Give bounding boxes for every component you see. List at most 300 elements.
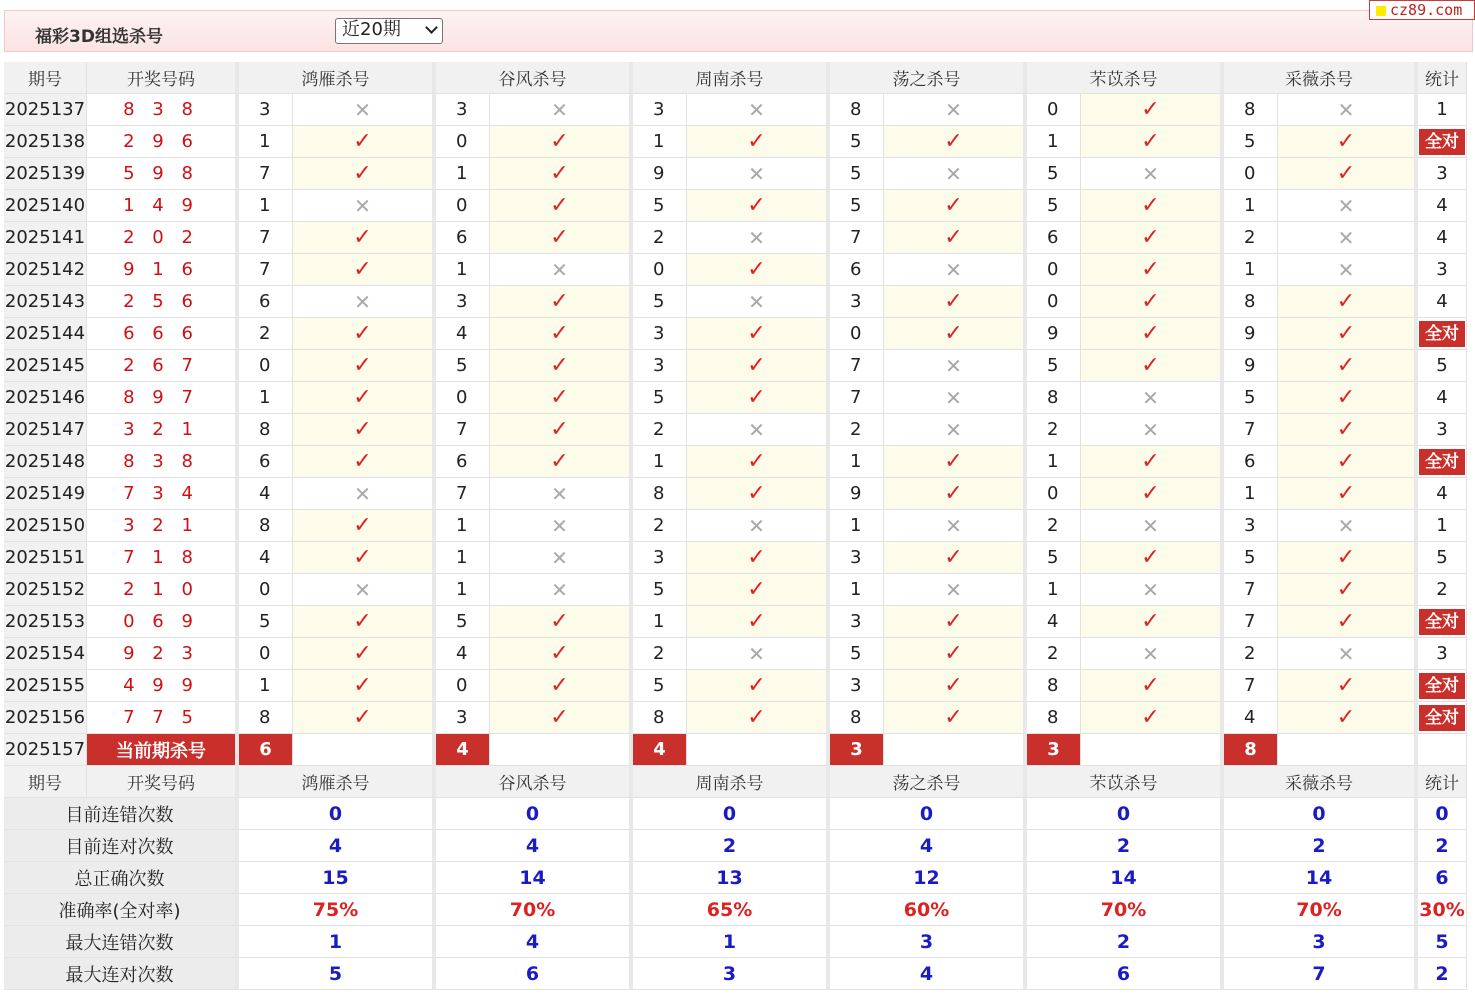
current-kill-number: 6	[239, 734, 293, 766]
all-correct-badge: 全对	[1419, 673, 1465, 699]
result-cell	[884, 286, 1027, 318]
check-icon: ✓	[944, 705, 963, 730]
result-cell	[293, 350, 436, 382]
result-cell	[1081, 126, 1224, 158]
kill-number-cell: 7	[436, 414, 490, 446]
check-icon: ✓	[1141, 609, 1160, 634]
kill-number-cell: 7	[1224, 414, 1278, 446]
summary-value: 4	[239, 830, 436, 862]
result-cell	[490, 254, 633, 286]
result-cell	[884, 638, 1027, 670]
kill-number-cell: 1	[633, 606, 687, 638]
result-cell	[293, 638, 436, 670]
col-header-predictor: 鸿雁杀号	[239, 62, 436, 94]
result-cell	[1081, 510, 1224, 542]
check-icon: ✓	[747, 545, 766, 570]
summary-stat: 30%	[1418, 894, 1467, 926]
kill-number-cell: 0	[436, 126, 490, 158]
kill-number-cell: 7	[239, 222, 293, 254]
table-row	[4, 126, 1467, 158]
cross-icon: ✕	[1142, 385, 1159, 410]
result-cell	[884, 478, 1027, 510]
summary-value: 13	[633, 862, 830, 894]
result-cell	[687, 478, 830, 510]
current-label-cell: 当前期杀号	[87, 734, 239, 766]
summary-header-row	[4, 766, 1467, 798]
kill-number-cell: 1	[830, 446, 884, 478]
summary-value: 65%	[633, 894, 830, 926]
col-header-predictor: 芣苡杀号	[1027, 766, 1224, 798]
table-row	[4, 350, 1467, 382]
kill-number-cell: 2	[633, 638, 687, 670]
result-cell	[884, 158, 1027, 190]
table-row	[4, 94, 1467, 126]
summary-value: 70%	[436, 894, 633, 926]
col-header-predictor: 采薇杀号	[1224, 62, 1418, 94]
kill-number-cell: 8	[1027, 382, 1081, 414]
kill-number-cell: 1	[239, 670, 293, 702]
check-icon: ✓	[550, 417, 569, 442]
check-icon: ✓	[550, 289, 569, 314]
page-title: 福彩3D组选杀号	[35, 27, 163, 47]
chevron-down-icon	[425, 21, 438, 34]
result-cell	[687, 574, 830, 606]
col-header-stat: 统计	[1418, 766, 1467, 798]
result-cell	[687, 318, 830, 350]
all-correct-badge: 全对	[1419, 449, 1465, 475]
check-icon: ✓	[1141, 673, 1160, 698]
summary-value: 15	[239, 862, 436, 894]
issue-cell: 2025145	[4, 350, 87, 382]
check-icon: ✓	[1336, 417, 1356, 442]
empty-cell	[490, 734, 633, 766]
result-cell	[1278, 94, 1418, 126]
result-cell	[293, 318, 436, 350]
site-logo[interactable]	[1369, 0, 1475, 20]
all-correct-badge: 全对	[1419, 129, 1465, 155]
issue-cell: 2025146	[4, 382, 87, 414]
draw-number-cell: 0 6 9	[87, 606, 239, 638]
kill-number-cell: 0	[436, 670, 490, 702]
result-cell	[687, 254, 830, 286]
empty-cell	[293, 734, 436, 766]
result-cell	[490, 702, 633, 734]
kill-number-cell: 9	[1224, 318, 1278, 350]
kill-number-cell: 5	[1027, 158, 1081, 190]
kill-number-cell: 8	[830, 94, 884, 126]
kill-number-cell: 0	[436, 382, 490, 414]
kill-number-cell: 9	[633, 158, 687, 190]
kill-number-cell: 7	[239, 254, 293, 286]
summary-value: 12	[830, 862, 1027, 894]
kill-number-cell: 2	[1027, 510, 1081, 542]
issue-cell: 2025143	[4, 286, 87, 318]
result-cell	[884, 254, 1027, 286]
check-icon: ✓	[747, 577, 766, 602]
cross-icon: ✕	[945, 385, 962, 410]
result-cell	[1278, 478, 1418, 510]
result-cell	[1081, 542, 1224, 574]
draw-number-cell: 5 9 8	[87, 158, 239, 190]
kill-number-cell: 0	[436, 190, 490, 222]
kill-number-cell: 9	[1224, 350, 1278, 382]
cross-icon: ✕	[945, 513, 962, 538]
check-icon: ✓	[550, 705, 569, 730]
summary-value: 70%	[1027, 894, 1224, 926]
check-icon: ✓	[353, 609, 372, 634]
kill-number-cell: 6	[239, 446, 293, 478]
draw-number-cell: 2 6 7	[87, 350, 239, 382]
result-cell	[1278, 286, 1418, 318]
kill-number-cell: 1	[436, 158, 490, 190]
stat-cell: 4	[1418, 190, 1467, 222]
draw-number-cell: 8 3 8	[87, 94, 239, 126]
kill-number-cell: 9	[830, 478, 884, 510]
check-icon: ✓	[1141, 321, 1160, 346]
summary-stat: 5	[1418, 926, 1467, 958]
kill-number-cell: 0	[830, 318, 884, 350]
check-icon: ✓	[1141, 97, 1160, 122]
current-kill-number: 4	[436, 734, 490, 766]
check-icon: ✓	[747, 481, 766, 506]
result-cell	[1278, 574, 1418, 606]
check-icon: ✓	[550, 225, 569, 250]
summary-value: 6	[436, 958, 633, 990]
cross-icon: ✕	[551, 257, 568, 282]
summary-value: 6	[1027, 958, 1224, 990]
cross-icon: ✕	[748, 225, 765, 250]
col-header-predictor: 谷风杀号	[436, 62, 633, 94]
stat-cell	[1418, 318, 1467, 350]
check-icon: ✓	[747, 673, 766, 698]
draw-number-cell: 3 2 1	[87, 414, 239, 446]
col-header-issue: 期号	[4, 766, 87, 798]
summary-row	[4, 830, 1467, 862]
kill-number-cell: 8	[633, 702, 687, 734]
kill-number-cell: 5	[1224, 382, 1278, 414]
check-icon: ✓	[550, 641, 569, 666]
check-icon: ✓	[1336, 673, 1356, 698]
kill-number-cell: 3	[830, 542, 884, 574]
kill-number-cell: 2	[633, 222, 687, 254]
summary-value: 60%	[830, 894, 1027, 926]
summary-value: 0	[239, 798, 436, 830]
result-cell	[293, 702, 436, 734]
check-icon: ✓	[944, 289, 963, 314]
table-row	[4, 478, 1467, 510]
check-icon: ✓	[747, 609, 766, 634]
kill-number-cell: 1	[1224, 478, 1278, 510]
result-cell	[1278, 126, 1418, 158]
kill-number-cell: 2	[1224, 638, 1278, 670]
check-icon: ✓	[353, 257, 372, 282]
summary-value: 3	[1224, 926, 1418, 958]
result-cell	[687, 670, 830, 702]
col-header-predictor: 周南杀号	[633, 62, 830, 94]
draw-number-cell: 9 1 6	[87, 254, 239, 286]
summary-value: 0	[1027, 798, 1224, 830]
result-cell	[687, 350, 830, 382]
kill-number-cell: 9	[1027, 318, 1081, 350]
period-select-value: 近20期	[342, 19, 401, 40]
table-row	[4, 158, 1467, 190]
issue-cell: 2025153	[4, 606, 87, 638]
result-cell	[1278, 510, 1418, 542]
check-icon: ✓	[353, 673, 372, 698]
kill-number-cell: 7	[830, 382, 884, 414]
kill-number-cell: 5	[1224, 542, 1278, 574]
check-icon: ✓	[1336, 705, 1356, 730]
check-icon: ✓	[353, 513, 372, 538]
col-header-predictor: 荡之杀号	[830, 62, 1027, 94]
table-header-row	[4, 62, 1467, 94]
result-cell	[1081, 350, 1224, 382]
result-cell	[293, 286, 436, 318]
kill-number-cell: 2	[830, 414, 884, 446]
stat-cell: 3	[1418, 254, 1467, 286]
header-bar	[4, 10, 1473, 52]
result-cell	[687, 510, 830, 542]
cross-icon: ✕	[945, 577, 962, 602]
result-cell	[490, 190, 633, 222]
check-icon: ✓	[1141, 353, 1160, 378]
check-icon: ✓	[944, 481, 963, 506]
result-cell	[293, 222, 436, 254]
cross-icon: ✕	[748, 97, 765, 122]
table-row	[4, 510, 1467, 542]
check-icon: ✓	[944, 193, 963, 218]
cross-icon: ✕	[1142, 577, 1159, 602]
result-cell	[687, 414, 830, 446]
kill-number-cell: 4	[239, 478, 293, 510]
kill-number-cell: 5	[436, 606, 490, 638]
kill-number-cell: 1	[436, 542, 490, 574]
kill-number-cell: 3	[633, 350, 687, 382]
kill-number-cell: 8	[633, 478, 687, 510]
check-icon: ✓	[747, 193, 766, 218]
draw-number-cell: 8 3 8	[87, 446, 239, 478]
summary-label: 最大连对次数	[4, 958, 239, 990]
cross-icon: ✕	[945, 257, 962, 282]
summary-label: 准确率(全对率)	[4, 894, 239, 926]
kill-number-cell: 2	[1027, 638, 1081, 670]
kill-number-cell: 4	[239, 542, 293, 574]
kill-number-cell: 6	[436, 446, 490, 478]
summary-row	[4, 894, 1467, 926]
kill-number-cell: 7	[239, 158, 293, 190]
cross-icon: ✕	[1337, 225, 1355, 250]
col-header-draw: 开奖号码	[87, 62, 239, 94]
kill-number-cell: 5	[436, 350, 490, 382]
stat-cell: 3	[1418, 414, 1467, 446]
kill-number-cell: 1	[633, 126, 687, 158]
result-cell	[490, 94, 633, 126]
result-cell	[884, 702, 1027, 734]
result-cell	[884, 670, 1027, 702]
cross-icon: ✕	[551, 481, 568, 506]
check-icon: ✓	[353, 225, 372, 250]
check-icon: ✓	[353, 161, 372, 186]
table-row	[4, 414, 1467, 446]
result-cell	[1278, 350, 1418, 382]
kill-number-cell: 7	[1224, 574, 1278, 606]
kill-number-cell: 5	[633, 382, 687, 414]
stat-cell	[1418, 670, 1467, 702]
stat-cell	[1418, 606, 1467, 638]
summary-value: 4	[830, 958, 1027, 990]
draw-number-cell: 3 2 1	[87, 510, 239, 542]
current-kill-number: 4	[633, 734, 687, 766]
cross-icon: ✕	[748, 417, 765, 442]
result-cell	[490, 446, 633, 478]
check-icon: ✓	[353, 641, 372, 666]
cross-icon: ✕	[354, 289, 371, 314]
kill-number-cell: 3	[633, 542, 687, 574]
result-cell	[490, 382, 633, 414]
table-row	[4, 638, 1467, 670]
kill-number-cell: 3	[436, 702, 490, 734]
kill-number-cell: 2	[239, 318, 293, 350]
kill-number-cell: 1	[830, 574, 884, 606]
summary-value: 1	[633, 926, 830, 958]
kill-number-cell: 0	[239, 350, 293, 382]
kill-number-cell: 5	[1027, 350, 1081, 382]
stat-cell: 2	[1418, 574, 1467, 606]
empty-cell	[1418, 734, 1467, 766]
check-icon: ✓	[1336, 129, 1356, 154]
result-cell	[293, 670, 436, 702]
result-cell	[490, 606, 633, 638]
issue-cell: 2025155	[4, 670, 87, 702]
check-icon: ✓	[1336, 321, 1356, 346]
issue-cell: 2025151	[4, 542, 87, 574]
kill-number-cell: 6	[1027, 222, 1081, 254]
stat-cell: 5	[1418, 350, 1467, 382]
result-cell	[293, 510, 436, 542]
check-icon: ✓	[550, 385, 569, 410]
kill-number-cell: 1	[239, 382, 293, 414]
kill-number-cell: 3	[830, 670, 884, 702]
summary-value: 3	[830, 926, 1027, 958]
summary-row	[4, 958, 1467, 990]
kill-number-cell: 3	[830, 606, 884, 638]
result-cell	[490, 670, 633, 702]
all-correct-badge: 全对	[1419, 705, 1465, 731]
col-header-issue: 期号	[4, 62, 87, 94]
stat-cell: 5	[1418, 542, 1467, 574]
result-cell	[1081, 222, 1224, 254]
cross-icon: ✕	[748, 161, 765, 186]
table-row	[4, 670, 1467, 702]
kill-number-cell: 3	[633, 94, 687, 126]
col-header-stat: 统计	[1418, 62, 1467, 94]
result-cell	[1278, 382, 1418, 414]
check-icon: ✓	[1336, 385, 1356, 410]
check-icon: ✓	[353, 129, 372, 154]
summary-label: 目前连错次数	[4, 798, 239, 830]
result-cell	[1278, 670, 1418, 702]
kill-number-cell: 1	[1027, 446, 1081, 478]
check-icon: ✓	[944, 129, 963, 154]
issue-cell: 2025138	[4, 126, 87, 158]
kill-number-cell: 7	[830, 350, 884, 382]
kill-number-cell: 1	[239, 126, 293, 158]
summary-value: 3	[633, 958, 830, 990]
kill-number-cell: 1	[239, 190, 293, 222]
result-cell	[1081, 190, 1224, 222]
kill-number-cell: 1	[633, 446, 687, 478]
result-cell	[1278, 446, 1418, 478]
col-header-predictor: 鸿雁杀号	[239, 766, 436, 798]
summary-value: 2	[633, 830, 830, 862]
kill-number-cell: 5	[1027, 190, 1081, 222]
result-cell	[884, 350, 1027, 382]
check-icon: ✓	[1141, 129, 1160, 154]
kill-number-cell: 4	[436, 318, 490, 350]
check-icon: ✓	[1336, 481, 1356, 506]
result-cell	[293, 446, 436, 478]
kill-number-cell: 7	[830, 222, 884, 254]
result-cell	[884, 446, 1027, 478]
period-select[interactable]	[335, 18, 443, 44]
cross-icon: ✕	[354, 481, 371, 506]
cross-icon: ✕	[1337, 193, 1355, 218]
check-icon: ✓	[747, 129, 766, 154]
stat-cell: 1	[1418, 510, 1467, 542]
check-icon: ✓	[1141, 289, 1160, 314]
check-icon: ✓	[1141, 705, 1160, 730]
result-cell	[1278, 222, 1418, 254]
empty-cell	[687, 734, 830, 766]
summary-value: 5	[239, 958, 436, 990]
cross-icon: ✕	[1337, 513, 1355, 538]
stat-cell: 3	[1418, 638, 1467, 670]
kill-number-cell: 0	[1027, 286, 1081, 318]
result-cell	[687, 382, 830, 414]
summary-value: 4	[436, 830, 633, 862]
check-icon: ✓	[944, 641, 963, 666]
kill-number-cell: 3	[436, 286, 490, 318]
result-cell	[293, 126, 436, 158]
stat-cell: 4	[1418, 382, 1467, 414]
col-header-predictor: 周南杀号	[633, 766, 830, 798]
draw-number-cell: 2 1 0	[87, 574, 239, 606]
kill-number-cell: 2	[633, 414, 687, 446]
check-icon: ✓	[550, 449, 569, 474]
result-cell	[884, 510, 1027, 542]
check-icon: ✓	[747, 705, 766, 730]
result-cell	[1081, 478, 1224, 510]
result-cell	[490, 638, 633, 670]
issue-cell: 2025154	[4, 638, 87, 670]
table-row	[4, 702, 1467, 734]
check-icon: ✓	[747, 353, 766, 378]
result-cell	[1081, 254, 1224, 286]
cross-icon: ✕	[945, 353, 962, 378]
current-kill-number: 3	[830, 734, 884, 766]
check-icon: ✓	[1336, 161, 1356, 186]
check-icon: ✓	[550, 353, 569, 378]
summary-label: 目前连对次数	[4, 830, 239, 862]
summary-value: 2	[1027, 830, 1224, 862]
result-cell	[490, 574, 633, 606]
result-cell	[884, 414, 1027, 446]
kill-number-cell: 7	[436, 478, 490, 510]
result-cell	[293, 190, 436, 222]
kill-number-cell: 8	[1027, 702, 1081, 734]
result-cell	[1278, 318, 1418, 350]
result-cell	[490, 158, 633, 190]
